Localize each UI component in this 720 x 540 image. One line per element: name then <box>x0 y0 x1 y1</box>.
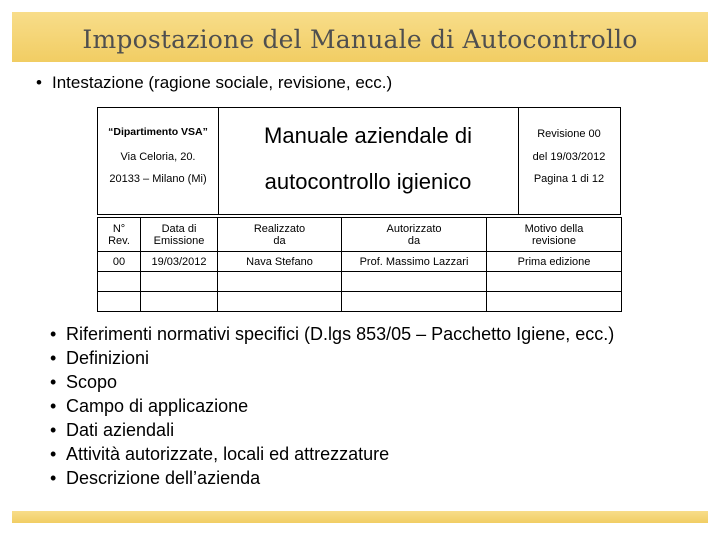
list-item: • Scopo <box>50 372 118 392</box>
intro-text: Intestazione (ragione sociale, revisione, ecc.) <box>52 73 393 92</box>
table-row <box>98 272 622 292</box>
company-cell <box>98 108 219 214</box>
list-item: • Dati aziendali <box>50 420 175 440</box>
bullet-dot: • <box>50 444 57 464</box>
doc-title-line1: Manuale aziendale di <box>264 123 472 148</box>
page-count: Pagina 1 di 12 <box>533 173 605 185</box>
table-cell <box>98 272 141 292</box>
table-cell <box>487 272 622 292</box>
bullet-dot: • <box>50 348 57 368</box>
table-cell: Prof. Massimo Lazzari <box>342 252 487 272</box>
list-item: • Riferimenti normativi specifici (D.lgs 853/05 – Pacchetto Igiene, ecc.) <box>50 324 615 344</box>
table-cell <box>218 272 342 292</box>
table-cell <box>487 292 622 312</box>
revision-table <box>97 217 622 312</box>
bullet-dot: • <box>50 324 57 344</box>
company-name: “Dipartimento VSA” <box>108 126 208 138</box>
list-item: • Campo di applicazione <box>50 396 249 416</box>
table-header-row <box>98 218 622 252</box>
list-item: • Attività autorizzate, locali ed attrezzature <box>50 444 390 464</box>
header-cell-approver: Autorizzato da <box>342 218 487 252</box>
list-item: • Descrizione dell’azienda <box>50 468 261 488</box>
header-cell-author: Realizzato da <box>218 218 342 252</box>
revision-cell <box>518 108 620 214</box>
bullet-dot: • <box>50 420 57 440</box>
company-address-line2: 20133 – Milano (Mi) <box>109 173 207 185</box>
table-cell: 19/03/2012 <box>141 252 218 272</box>
company-address-line1: Via Celoria, 20. <box>120 151 196 163</box>
bullet-dot: • <box>36 73 42 92</box>
revision-number: Revisione 00 <box>537 128 601 140</box>
table-cell <box>141 272 218 292</box>
bullet-dot: • <box>50 396 57 416</box>
bullet-list <box>50 322 614 490</box>
table-cell: Prima edizione <box>487 252 622 272</box>
table-row <box>98 252 622 272</box>
table-cell: Nava Stefano <box>218 252 342 272</box>
document-header-box <box>97 107 621 215</box>
header-cell-reason: Motivo della revisione <box>487 218 622 252</box>
title-bar <box>12 12 708 62</box>
bullet-dot: • <box>50 468 57 488</box>
header-cell-rev: N° Rev. <box>98 218 141 252</box>
doc-title-cell <box>218 108 519 214</box>
table-cell <box>342 272 487 292</box>
list-item: • Definizioni <box>50 348 150 368</box>
table-cell: 00 <box>98 252 141 272</box>
bullet-dot: • <box>50 372 57 392</box>
bottom-accent-bar <box>12 511 708 523</box>
intro-bullet <box>36 73 392 93</box>
table-row <box>98 292 622 312</box>
table-cell <box>218 292 342 312</box>
table-cell <box>141 292 218 312</box>
doc-title-line2: autocontrollo igienico <box>264 169 472 194</box>
table-cell <box>342 292 487 312</box>
slide-title: Impostazione del Manuale di Autocontrollo <box>82 25 638 54</box>
header-cell-date: Data di Emissione <box>141 218 218 252</box>
table-cell <box>98 292 141 312</box>
revision-date: del 19/03/2012 <box>532 151 606 163</box>
